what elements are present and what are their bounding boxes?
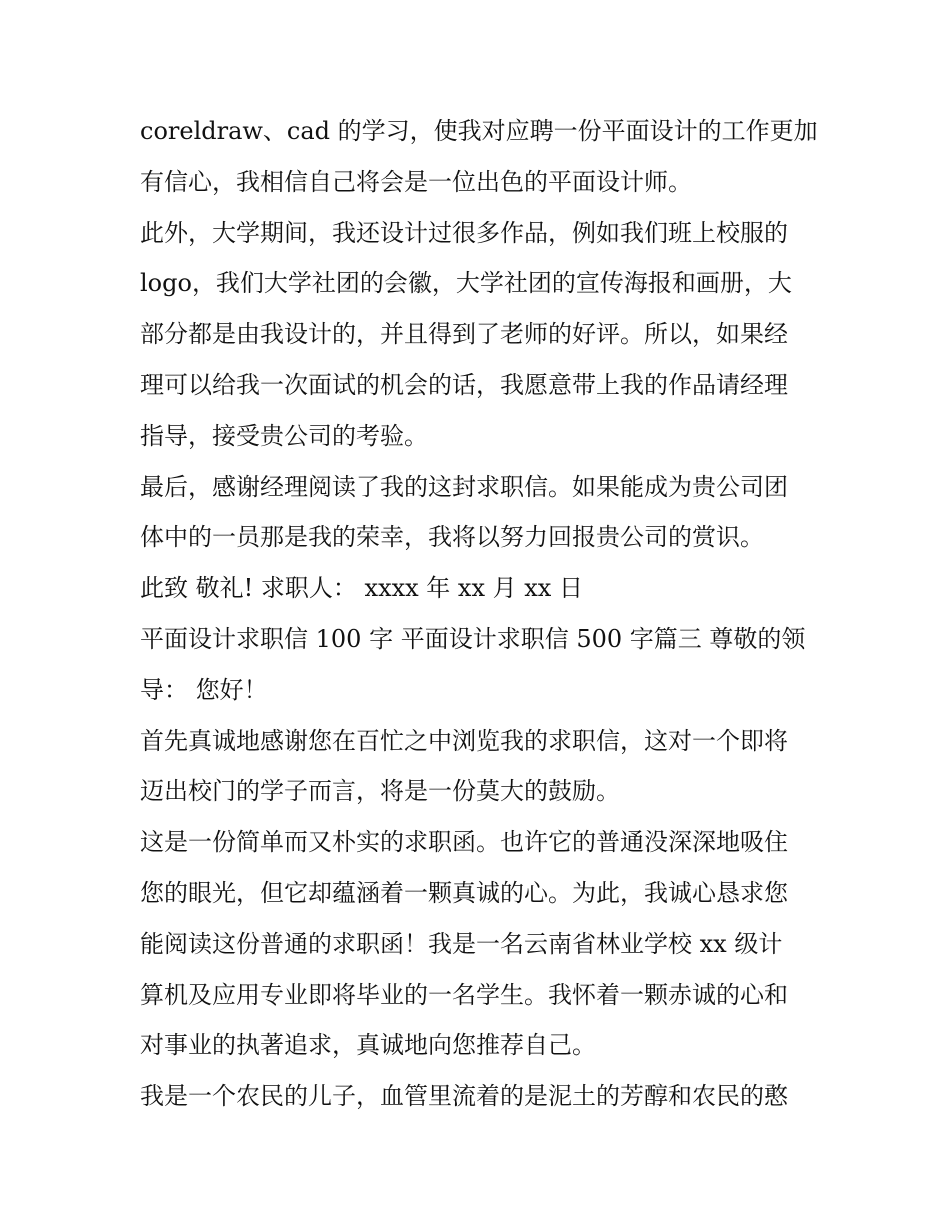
text-line-3: 此外，大学期间，我还设计过很多作品，例如我们班上校服的 xyxy=(140,218,788,247)
text-line-2: 有信心，我相信自己将会是一位出色的平面设计师。 xyxy=(140,167,692,196)
text-line-12: 导： 您好！ xyxy=(140,675,268,704)
text-line-5: 部分都是由我设计的，并且得到了老师的好评。所以，如果经 xyxy=(140,320,788,349)
text-line-9: 体中的一员那是我的荣幸，我将以努力回报贵公司的赏识。 xyxy=(140,523,764,552)
body-text xyxy=(140,106,830,1122)
text-line-14: 迈出校门的学子而言，将是一份莫大的鼓励。 xyxy=(140,777,620,806)
text-line-10: 此致 敬礼! 求职人： xxxx 年 xx 月 xx 日 xyxy=(140,574,583,603)
text-line-18: 算机及应用专业即将毕业的一名学生。我怀着一颗赤诚的心和 xyxy=(140,980,788,1009)
text-line-13: 首先真诚地感谢您在百忙之中浏览我的求职信，这对一个即将 xyxy=(140,726,788,755)
text-line-4: logo，我们大学社团的会徽，大学社团的宣传海报和画册，大 xyxy=(140,269,792,298)
text-line-7: 指导，接受贵公司的考验。 xyxy=(140,421,428,450)
text-line-19: 对事业的执著追求，真诚地向您推荐自己。 xyxy=(140,1031,596,1060)
text-line-8: 最后，感谢经理阅读了我的这封求职信。如果能成为贵公司团 xyxy=(140,472,788,501)
text-line-15: 这是一份简单而又朴实的求职函。也许它的普通没深深地吸住 xyxy=(140,828,788,857)
text-line-1: coreldraw、cad 的学习，使我对应聘一份平面设计的工作更加 xyxy=(140,117,818,145)
text-line-6: 理可以给我一次面试的机会的话，我愿意带上我的作品请经理 xyxy=(140,370,788,399)
text-line-16: 您的眼光，但它却蕴涵着一颗真诚的心。为此，我诚心恳求您 xyxy=(140,878,788,907)
text-line-17: 能阅读这份普通的求职函！我是一名云南省林业学校 xx 级计 xyxy=(140,929,783,958)
text-line-11: 平面设计求职信 100 字 平面设计求职信 500 字篇三 尊敬的领 xyxy=(140,624,806,653)
text-line-20: 我是一个农民的儿子，血管里流着的是泥土的芳醇和农民的憨 xyxy=(140,1082,788,1111)
